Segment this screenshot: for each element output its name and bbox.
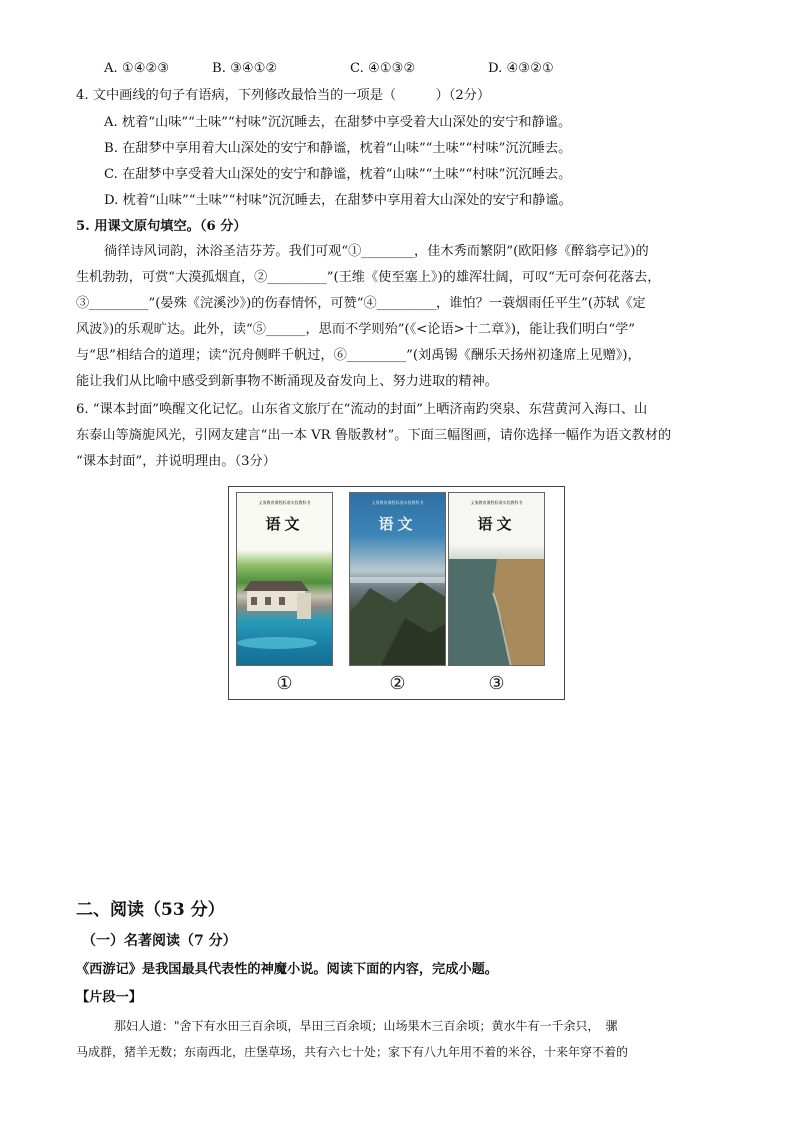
q5-line: ③_________”(晏殊《浣溪沙》)的伤春情怀，可赞“④_________，谁怕？一蓑烟雨任平生”(苏轼《定 — [76, 296, 646, 311]
q6-line: 东泰山等旖旎风光，引网友建言“出一本 VR 鲁版教材”。下面三幅图画，请你选择一幅作为语文教材的 — [76, 428, 672, 443]
option-c: C. ④①③② — [350, 61, 416, 76]
cover-number: ② — [389, 673, 406, 694]
passage-line: 马成群，猪羊无数；东南西北，庄堡草场，共有六七十处；家下有八九年用不着的米谷，十来年穿不着的 — [76, 1045, 629, 1059]
cover-dongying — [448, 492, 545, 666]
q5-line: 生机勃勃，可赏“大漠孤烟直，②_________”(王维《使至塞上》)的雄浑壮阔，可叹“无可奈何花落去， — [76, 270, 661, 285]
option-b: B. ③④①② — [212, 61, 278, 76]
q5-line: 能让我们从比喻中感受到新事物不断涌现及奋发向上、努力进取的精神。 — [76, 374, 498, 389]
option-a: A. ①④②③ — [104, 61, 170, 76]
cover-title: 语文 — [477, 515, 516, 533]
cover-figure — [228, 486, 565, 700]
passage-line: 那妇人道："舍下有水田三百余顷，旱田三百余顷；山场果木三百余顷；黄水牛有一千余只， 骡 — [114, 1019, 618, 1033]
cover-series-text: 义务教育课程标准实验教科书 — [258, 500, 311, 505]
q4-option-d: D. 枕着“山味”“土味”“村味”沉沉睡去，在甜梦中享用着大山深处的安宁和静谧。 — [104, 193, 572, 208]
option-d: D. ④③②① — [488, 61, 554, 76]
cover-taishan — [349, 492, 446, 666]
cover-series-text: 义务教育课程标准实验教科书 — [371, 500, 424, 505]
q5-line: 与“思”相结合的道理；读“沉舟侧畔千帆过，⑥_________”(刘禹锡《酬乐天扬州初逢席上见赠》)， — [76, 348, 641, 363]
fragment-label: 【片段一】 — [76, 990, 142, 1005]
q5-line: 风波》)的乐观旷达。此外，读“⑤______，思而不学则殆”(《<论语>十二章》)，能让我们明白“学” — [76, 322, 636, 337]
subsection-heading: （一）名著阅读（7 分） — [82, 933, 237, 949]
q4-stem: 4. 文中画线的句子有语病，下列修改最恰当的一项是（ ）（2分） — [76, 88, 491, 103]
reading-intro: 《西游记》是我国最具代表性的神魔小说。阅读下面的内容，完成小题。 — [76, 962, 498, 977]
q4-option-c: C. 在甜梦中享受着大山深处的安宁和静谧，枕着“山味”“土味”“村味”沉沉睡去。 — [104, 167, 572, 182]
cover-number: ③ — [488, 673, 505, 694]
q5-stem: 5. 用课文原句填空。（6 分） — [76, 219, 247, 234]
q5-line: 徜徉诗风词韵，沐浴圣洁芬芳。我们可观“①________，佳木秀而繁阴”(欧阳修《醉翁亭记》)的 — [104, 244, 649, 259]
cover-title: 语文 — [378, 515, 417, 533]
q6-line: “课本封面”，并说明理由。（3分） — [76, 454, 276, 469]
q4-option-b: B. 在甜梦中享用着大山深处的安宁和静谧，枕着“山味”“土味”“村味”沉沉睡去。 — [104, 141, 572, 156]
cover-number: ① — [276, 673, 293, 694]
cover-title: 语文 — [265, 515, 304, 533]
cover-series-text: 义务教育课程标准实验教科书 — [470, 500, 523, 505]
mountain-illustration — [350, 493, 446, 666]
cover-jinan — [236, 492, 333, 666]
q6-line: 6. “课本封面”唤醒文化记忆。山东省文旅厅在“流动的封面”上晒济南趵突泉、东营黄河入海口、山 — [76, 402, 648, 417]
pavilion-illustration — [237, 493, 333, 666]
section-heading: 二、阅读（53 分） — [76, 900, 225, 920]
river-mouth-illustration — [449, 493, 545, 666]
q3-options — [104, 59, 624, 79]
q4-option-a: A. 枕着“山味”“土味”“村味”沉沉睡去，在甜梦中享受着大山深处的安宁和静谧。 — [104, 115, 572, 130]
